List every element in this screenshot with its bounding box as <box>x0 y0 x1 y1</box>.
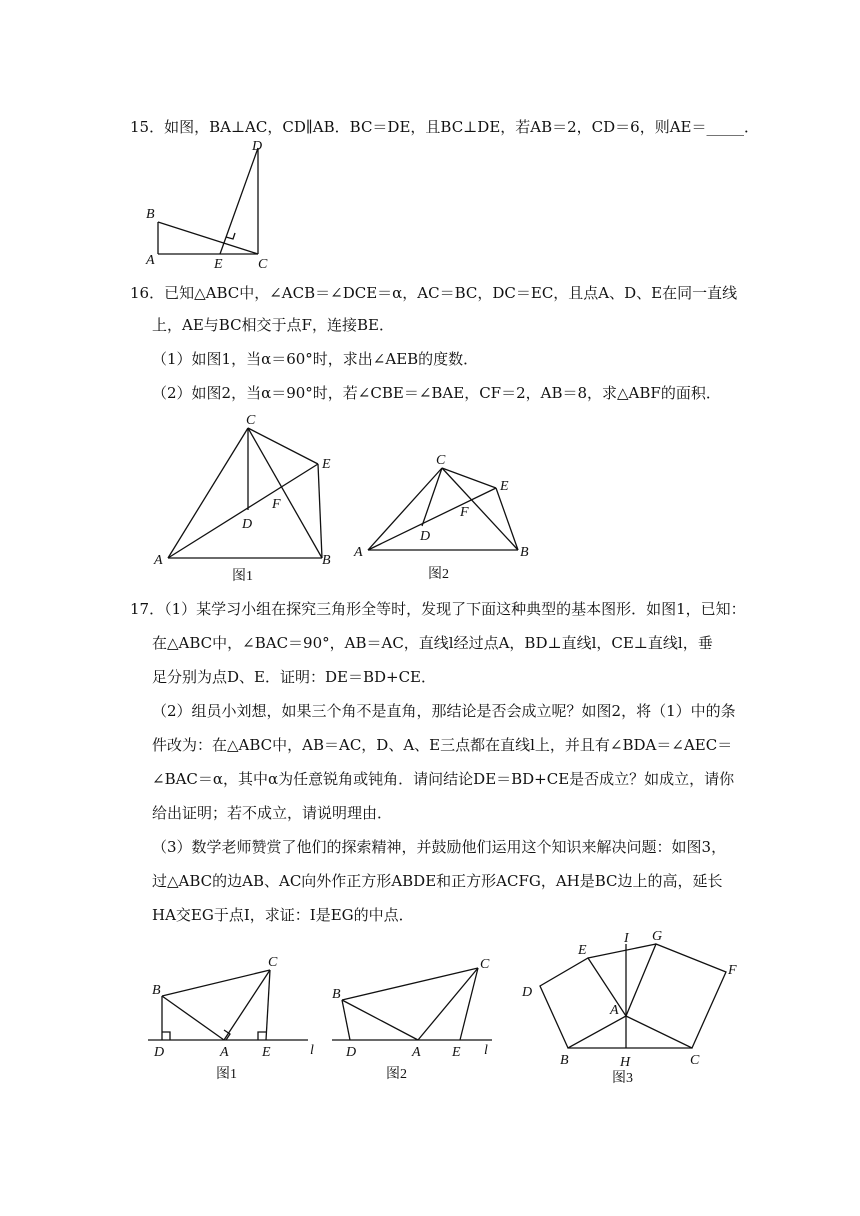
q17-f1-label-C: C <box>268 955 278 970</box>
q17-line3: 足分别为点D、E．证明：DE＝BD+CE． <box>152 668 436 686</box>
q17-line1: 17．（1）某学习小组在探究三角形全等时，发现了下面这种典型的基本图形．如图1，已知： <box>130 600 746 618</box>
q17-fig3-caption: 图3 <box>612 1071 633 1086</box>
q17-line6: ∠BAC＝α，其中α为任意锐角或钝角．请问结论DE＝BD+CE是否成立？如成立，请你 <box>152 770 735 788</box>
q17-f2-label-l: l <box>484 1043 488 1058</box>
q16-line2: 上，AE与BC相交于点F，连接BE． <box>152 316 394 334</box>
q16-f1-label-F: F <box>272 497 281 512</box>
q16-f2-label-A: A <box>354 545 363 560</box>
q17-f3-label-I: I <box>624 931 629 946</box>
q17-line2: 在△ABC中，∠BAC＝90°，AB＝AC，直线l经过点A，BD⊥直线l，CE⊥直线l，垂 <box>152 634 713 652</box>
q17-f1-label-A: A <box>220 1045 229 1060</box>
q16-line3: （1）如图1，当α＝60°时，求出∠AEB的度数． <box>152 350 479 368</box>
q17-line8: （3）数学老师赞赏了他们的探索精神，并鼓励他们运用这个知识来解决问题：如图3， <box>152 838 727 856</box>
q16-fig2-caption: 图2 <box>428 567 449 582</box>
q16-f1-label-A: A <box>154 553 163 568</box>
q17-f1-label-B: B <box>152 983 161 998</box>
q17-f3-label-B: B <box>560 1053 569 1068</box>
q16-f2-label-F: F <box>460 505 469 520</box>
q16-f1-label-B: B <box>322 553 331 568</box>
q16-fig1-caption: 图1 <box>232 569 253 582</box>
q16-line4: （2）如图2，当α＝90°时，若∠CBE＝∠BAE，CF＝2，AB＝8，求△ABF的面积． <box>152 384 721 402</box>
q17-line7: 给出证明；若不成立，请说明理由． <box>152 804 393 822</box>
q17-f2-label-A: A <box>412 1045 421 1060</box>
q17-f3-label-C: C <box>690 1053 700 1068</box>
q17-figure-1 <box>140 950 330 1086</box>
q17-line5: 件改为：在△ABC中，AB＝AC，D、A、E三点都在直线l上，并且有∠BDA＝∠AEC＝ <box>152 736 733 754</box>
q17-f3-label-A: A <box>610 1003 619 1018</box>
q17-figure-3 <box>516 926 750 1086</box>
q15-label-C: C <box>258 257 268 270</box>
q15-label-D: D <box>252 139 263 154</box>
q15-label-E: E <box>214 257 223 270</box>
q16-f2-label-D: D <box>420 529 431 544</box>
q16-f2-label-C: C <box>436 453 446 468</box>
q17-f3-label-H: H <box>620 1055 631 1070</box>
q16-figure-1 <box>150 406 350 582</box>
q17-figure-2 <box>328 950 508 1086</box>
q15-label-B: B <box>146 207 155 222</box>
q16-f1-label-E: E <box>322 457 331 472</box>
q17-f3-label-F: F <box>728 963 737 978</box>
q17-f1-label-l: l <box>310 1043 314 1058</box>
q16-f2-label-B: B <box>520 545 529 560</box>
q15-text: 15．如图，BA⊥AC，CD∥AB．BC＝DE，且BC⊥DE，若AB＝2，CD＝6，则AE＝_____． <box>130 118 759 136</box>
q17-f1-label-E: E <box>262 1045 271 1060</box>
q17-f3-label-E: E <box>578 943 587 958</box>
q17-fig1-caption: 图1 <box>216 1067 237 1082</box>
q17-f2-label-B: B <box>332 987 341 1002</box>
q15-figure <box>140 136 280 270</box>
q17-f1-label-D: D <box>154 1045 165 1060</box>
q17-line4: （2）组员小刘想，如果三个角不是直角，那结论是否会成立呢？如图2，将（1）中的条 <box>152 702 736 720</box>
q16-line1: 16．已知△ABC中，∠ACB＝∠DCE＝α，AC＝BC，DC＝EC，且点A、D、E在同一直线 <box>130 284 738 302</box>
q17-line10: HA交EG于点I，求证：I是EG的中点． <box>152 906 414 924</box>
q17-f3-label-D: D <box>522 985 533 1000</box>
q16-f1-label-D: D <box>242 517 253 532</box>
q17-fig2-caption: 图2 <box>386 1067 407 1082</box>
q15-label-A: A <box>146 253 155 268</box>
q16-figure-2 <box>350 448 550 582</box>
q17-f2-label-C: C <box>480 957 490 972</box>
q17-f3-label-G: G <box>652 929 663 944</box>
q17-f2-label-E: E <box>452 1045 461 1060</box>
q17-line9: 过△ABC的边AB、AC向外作正方形ABDE和正方形ACFG，AH是BC边上的高，延长 <box>152 872 723 890</box>
q16-f1-label-C: C <box>246 413 256 428</box>
q17-f2-label-D: D <box>346 1045 357 1060</box>
q16-f2-label-E: E <box>500 479 509 494</box>
